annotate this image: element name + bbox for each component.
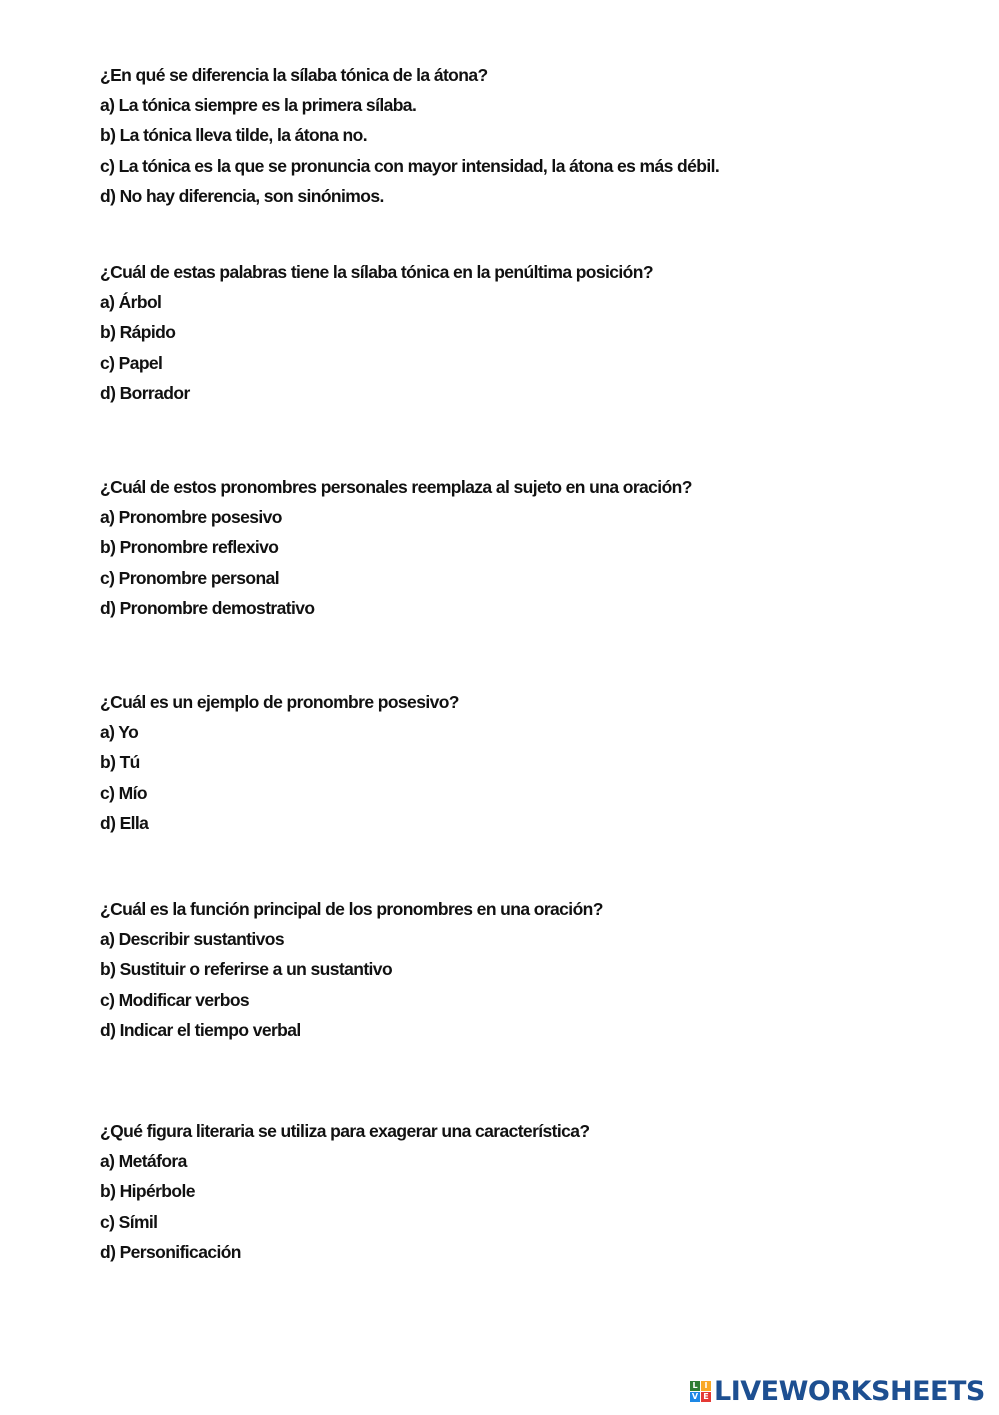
answer-option-d: d) No hay diferencia, son sinónimos. [100,185,384,206]
liveworksheets-brand [690,1374,985,1408]
answer-option-c: c) Símil [100,1211,158,1232]
question-block-1 [100,60,719,211]
question-text: ¿En qué se diferencia la sílaba tónica de la átona? [100,65,488,85]
answer-option-c: c) Pronombre personal [100,567,279,588]
answer-option-b: b) Sustituir o referirse a un sustantivo [100,959,393,980]
answer-option-c: c) Mío [100,782,147,803]
logo-cell-e: E [701,1392,711,1402]
answer-option-a: a) Pronombre posesivo [100,507,282,528]
question-block-5 [100,894,603,1045]
question-block-3 [100,472,692,623]
answer-option-a: a) La tónica siempre es la primera sílaba. [100,95,417,116]
answer-option-b: b) Hipérbole [100,1181,195,1202]
question-text: ¿Cuál de estas palabras tiene la sílaba tónica en la penúltima posición? [100,262,653,282]
answer-option-d: d) Pronombre demostrativo [100,597,315,618]
answer-option-a: a) Árbol [100,292,162,313]
answer-option-b: b) La tónica lleva tilde, la átona no. [100,125,367,146]
answer-option-b: b) Tú [100,752,140,773]
answer-option-b: b) Rápido [100,322,176,343]
answer-option-d: d) Borrador [100,382,190,403]
answer-option-d: d) Ella [100,812,149,833]
answer-option-c: c) La tónica es la que se pronuncia con mayor intensidad, la átona es más débil. [100,155,720,176]
question-block-2 [100,257,653,408]
answer-option-d: d) Personificación [100,1241,241,1262]
answer-option-d: d) Indicar el tiempo verbal [100,1019,301,1040]
question-text: ¿Cuál es un ejemplo de pronombre posesivo? [100,692,459,712]
logo-cell-v: V [691,1391,699,1401]
answer-option-a: a) Yo [100,722,139,743]
brand-name: LIVEWORKSHEETS [714,1375,985,1407]
question-text: ¿Cuál de estos pronombres personales reemplaza al sujeto en una oración? [100,477,692,497]
answer-option-c: c) Papel [100,352,163,373]
question-block-4 [100,687,459,838]
question-text: ¿Cuál es la función principal de los pronombres en una oración? [100,899,603,919]
question-text: ¿Qué figura literaria se utiliza para exagerar una característica? [100,1121,590,1141]
logo-cell-l: L [690,1381,700,1391]
answer-option-c: c) Modificar verbos [100,989,250,1010]
answer-option-a: a) Metáfora [100,1151,187,1172]
logo-cell-i: I [701,1381,711,1391]
liveworksheets-logo-icon [690,1381,711,1402]
answer-option-b: b) Pronombre reflexivo [100,537,279,558]
answer-option-a: a) Describir sustantivos [100,929,285,950]
question-block-6 [100,1116,590,1267]
